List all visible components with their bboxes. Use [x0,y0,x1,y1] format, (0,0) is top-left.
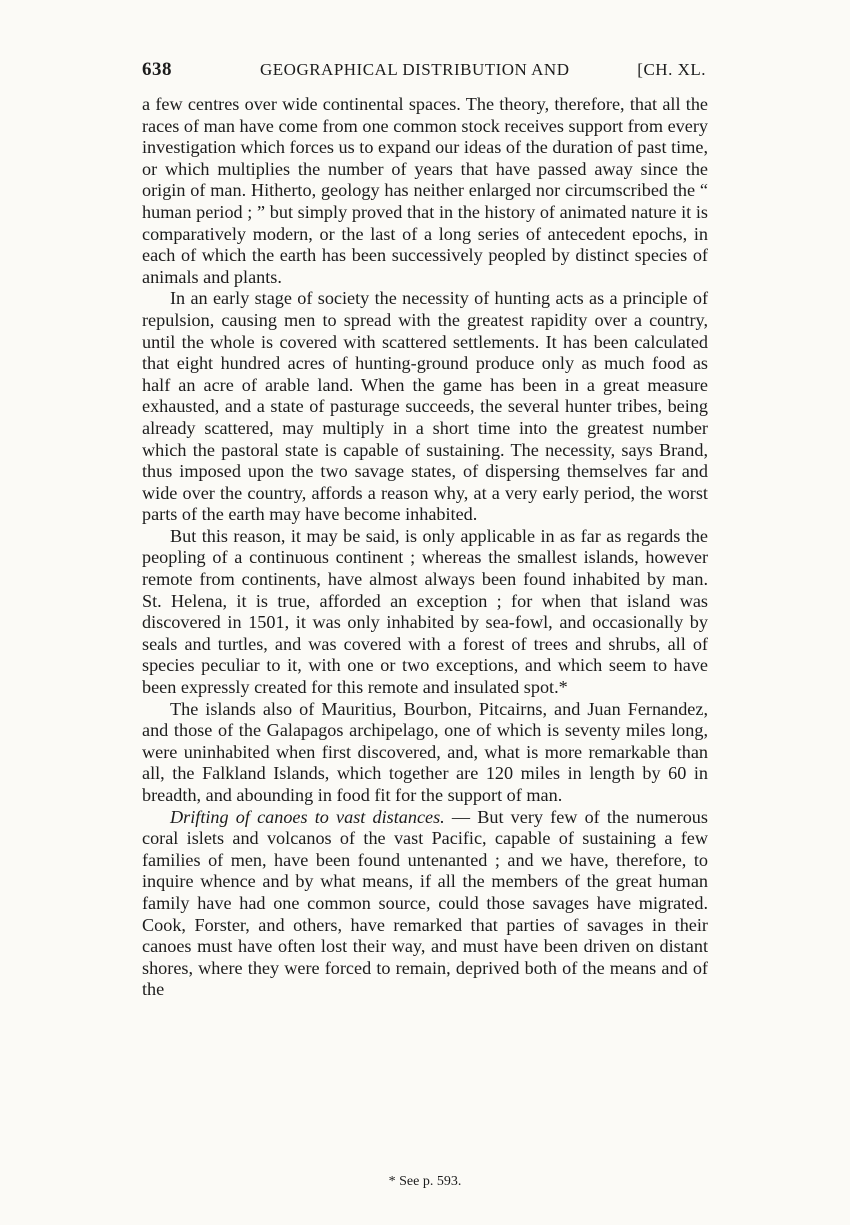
paragraph-4 [142,699,708,807]
paragraph-5 [142,807,708,1001]
paragraph-5-text: — But very few of the numerous coral islets and volcanos of the vast Pacific, capable of sustaining a few families of men, have been found untenanted ; and we have, therefore, to inquire whence and by what means, if all the members of the great human family have had one common source, could those savages have migrated. Cook, Forster, and others, have remarked that parties of savages in their canoes must have often lost their way, and must have been driven on distant shores, where they were forced to remain, deprived both of the means and of the [142,806,708,1000]
paragraph-3-text: But this reason, it may be said, is only applicable in as far as regards the peopling of a continuous continent ; whereas the smallest islands, however remote from continents, have almost always been found inhabited by man. St. Helena, it is true, afforded an exception ; for when that island was discovered in 1501, it was only inhabited by sea-fowl, and occasionally by seals and turtles, and was covered with a forest of trees and shrubs, all of species peculiar to it, with one or two exceptions, and which seem to have been expressly created for this remote and insulated spot.* [142,525,708,698]
paragraph-1-text: a few centres over wide continental spaces. The theory, therefore, that all the races of man have come from one common stock receives support from every investigation which forces us to expand our ideas of the duration of past time, or which multiplies the number of years that have passed away since the origin of man. Hitherto, geology has neither enlarged nor circumscribed the “ human period ; ” but simply proved that in the history of animated nature it is comparatively modern, or the last of a long series of antecedent epochs, in each of which the earth has been successively peopled by distinct species of animals and plants. [142,94,708,287]
page-number: 638 [142,59,172,80]
running-title: GEOGRAPHICAL DISTRIBUTION AND [260,60,570,79]
paragraph-3 [142,526,708,699]
chapter-label: [CH. XL. [637,60,706,79]
footnote: * See p. 593. [388,1174,462,1189]
paragraph-1 [142,94,708,288]
section-heading: Drifting of canoes to vast distances. [170,806,445,827]
paragraph-2-text: In an early stage of society the necessity of hunting acts as a principle of repulsion, causing men to spread with the greatest rapidity over a country, until the whole is covered with scattered settlements. It has been calculated that eight hundred acres of hunting-ground produce only as much food as half an acre of arable land. When the game has been in a great measure exhausted, and a state of pasturage succeeds, the several hunter tribes, being already scattered, may multiply in a short time into the greatest number which the pastoral state is capable of sustaining. The necessity, says Brand, thus imposed upon the two savage states, of dispersing themselves far and wide over the country, affords a reason why, at a very early period, the worst parts of the earth may have become inhabited. [142,288,708,525]
body-text [142,94,708,1001]
paragraph-4-text: The islands also of Mauritius, Bourbon, Pitcairns, and Juan Fernandez, and those of the Galapagos archipelago, one of which is seventy miles long, were uninhabited when first discovered, and, what is more remarkable than all, the Falkland Islands, which together are 120 miles in length by 60 in breadth, and abounding in food fit for the support of man. [142,698,708,805]
paragraph-2 [142,288,708,526]
running-header [142,57,708,87]
